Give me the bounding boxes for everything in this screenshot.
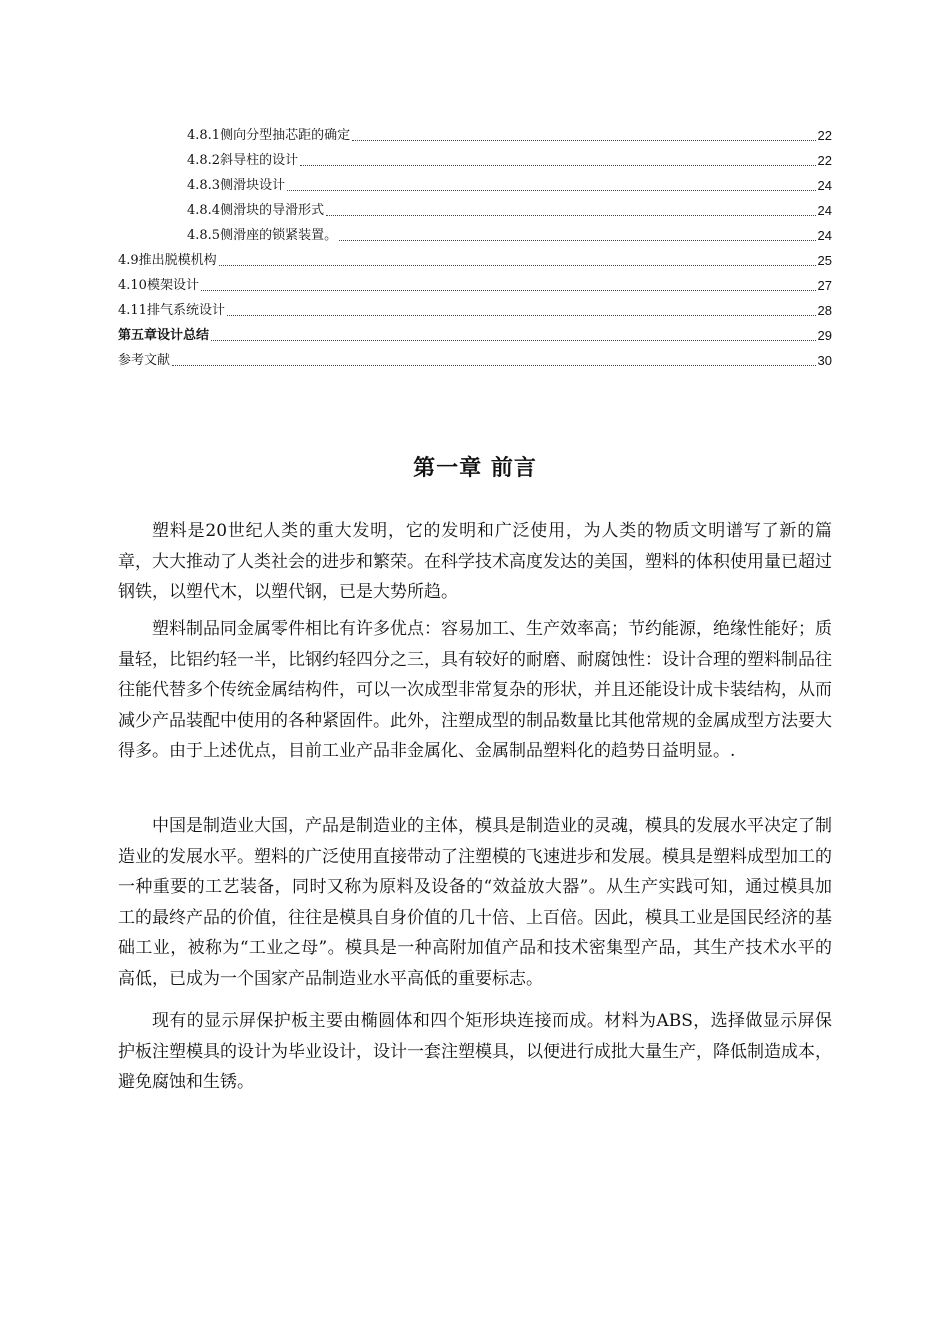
toc-entry-title: 4.8.4侧滑块的导滑形式 [187, 203, 325, 218]
toc-leader-dots [352, 139, 815, 141]
toc-leader-dots [172, 364, 816, 366]
toc-entry-page: 28 [817, 303, 832, 318]
toc-entry-title: 4.8.3侧滑块设计 [187, 178, 286, 193]
toc-entry-page: 25 [817, 253, 832, 268]
toc-leader-dots [339, 239, 815, 241]
toc-entry[interactable] [118, 276, 832, 296]
toc-entry-title: 4.8.1侧向分型抽芯距的确定 [187, 128, 351, 143]
toc-leader-dots [211, 339, 816, 341]
toc-entry-title: 4.9推出脱模机构 [118, 253, 217, 268]
toc-leader-dots [227, 314, 816, 316]
toc-entry-title: 4.8.5侧滑座的锁紧装置。 [187, 228, 338, 243]
toc-entry-page: 24 [817, 228, 832, 243]
toc-entry-title: 参考文献 [118, 353, 171, 368]
toc-entry-page: 22 [817, 153, 832, 168]
toc-entry-title: 4.10模架设计 [118, 278, 199, 293]
chapter-title: 第一章 前言 [413, 455, 537, 481]
paragraph: 塑料是20世纪人类的重大发明，它的发明和广泛使用，为人类的物质文明谱写了新的篇章，大大推动了人类社会的进步和繁荣。在科学技术高度发达的美国，塑料的体积使用量已超过钢铁，以塑代木，以塑代钢，已是大势所趋。 [118, 521, 832, 602]
toc-entry-page: 29 [817, 328, 832, 343]
toc-entry[interactable] [118, 326, 832, 346]
paragraph: 塑料制品同金属零件相比有许多优点：容易加工、生产效率高；节约能源，绝缘性能好；质量轻，比铝约轻一半，比钢约轻四分之三，具有较好的耐磨、耐腐蚀性：设计合理的塑料制品往往能代替多个传统金属结构件，可以一次成型非常复杂的形状，并且还能设计成卡装结构，从而减少产品装配中使用的各种紧固件。此外，注塑成型的制品数量比其他常规的金属成型方法要大得多。由于上述优点，目前工业产品非金属化、金属制品塑料化的趋势日益明显。. [118, 619, 832, 761]
toc-entry-page: 22 [817, 128, 832, 143]
toc-leader-dots [287, 189, 815, 191]
paragraph: 现有的显示屏保护板主要由椭圆体和四个矩形块连接而成。材料为ABS，选择做显示屏保护板注塑模具的设计为毕业设计，设计一套注塑模具，以便进行成批大量生产，降低制造成本，避免腐蚀和生锈。 [118, 1011, 832, 1092]
toc-entry[interactable] [187, 151, 832, 171]
toc-entry-page: 24 [817, 203, 832, 218]
paragraph: 中国是制造业大国，产品是制造业的主体，模具是制造业的灵魂，模具的发展水平决定了制造业的发展水平。塑料的广泛使用直接带动了注塑模的飞速进步和发展。模具是塑料成型加工的一种重要的工艺装备，同时又称为原料及设备的“效益放大器”。从生产实践可知，通过模具加工的最终产品的价值，往往是模具自身价值的几十倍、上百倍。因此，模具工业是国民经济的基础工业，被称为“工业之母”。模具是一种高附加值产品和技术密集型产品，其生产技术水平的高低，已成为一个国家产品制造业水平高低的重要标志。 [118, 816, 832, 989]
toc-entry[interactable] [118, 301, 832, 321]
toc-entry-page: 24 [817, 178, 832, 193]
toc-entry-title: 第五章设计总结 [118, 328, 210, 343]
toc-entry[interactable] [118, 251, 832, 271]
toc-entry[interactable] [187, 176, 832, 196]
toc-leader-dots [326, 214, 815, 216]
toc-entry[interactable] [187, 226, 832, 246]
toc-entry-page: 27 [817, 278, 832, 293]
toc-entry-title: 4.11排气系统设计 [118, 303, 225, 318]
toc-entry[interactable] [187, 201, 832, 221]
toc-leader-dots [300, 164, 815, 166]
toc-leader-dots [219, 264, 816, 266]
toc-entry[interactable] [187, 126, 832, 146]
toc-entry-page: 30 [817, 353, 832, 368]
toc-entry[interactable] [118, 351, 832, 371]
toc-leader-dots [201, 289, 816, 291]
toc-entry-title: 4.8.2斜导柱的设计 [187, 153, 299, 168]
